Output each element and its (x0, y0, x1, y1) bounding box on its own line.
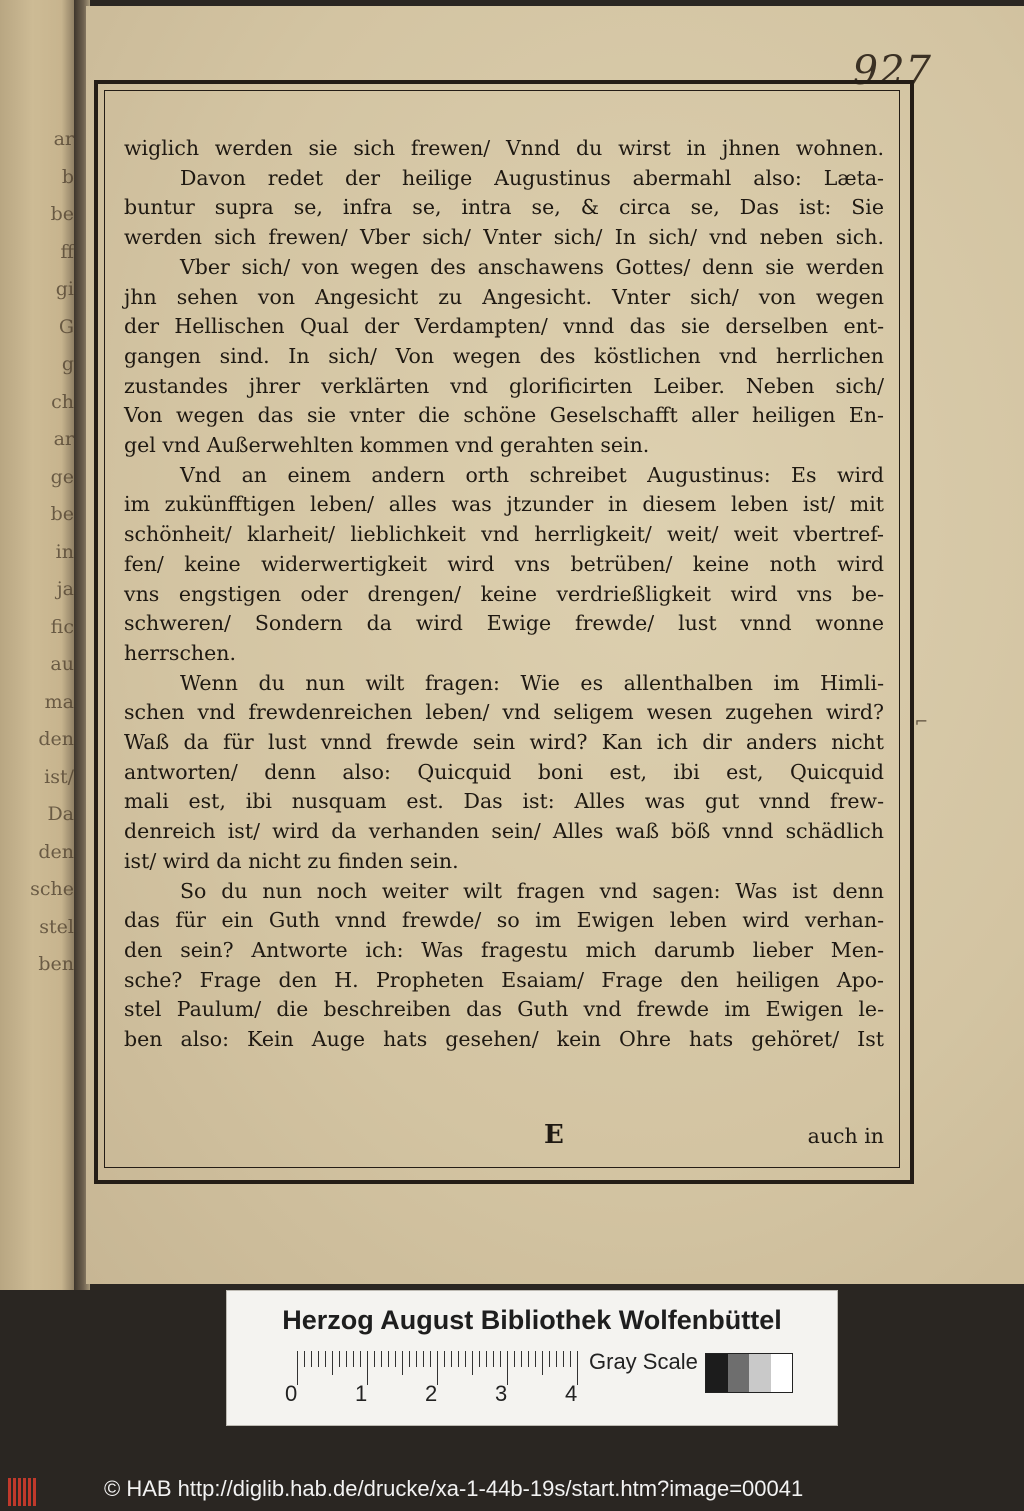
text-line: stel Paulum/ die beschreiben das Guth vnd frewde im Ewigen le- (124, 997, 884, 1022)
ruler-tick (507, 1351, 508, 1385)
left-page-fragment: sche (30, 878, 74, 900)
page-text (124, 134, 884, 1055)
gray-swatch (706, 1354, 728, 1392)
folio-number: 927 (852, 48, 932, 94)
ruler-tick (570, 1351, 571, 1367)
ruler-tick (395, 1351, 396, 1367)
ruler-tick (381, 1351, 382, 1367)
ruler-tick (486, 1351, 487, 1367)
ruler-number: 1 (355, 1381, 368, 1406)
left-page-fragment: be (50, 203, 74, 225)
text-line: Waß da für lust vnnd frewde sein wird? Kan ich dir anders nicht (124, 730, 884, 755)
text-line: gel vnd Außerwehlten kommen vnd gerahten sein. (124, 433, 650, 458)
gray-swatch (771, 1354, 793, 1392)
left-page-fragment: ge (50, 465, 74, 488)
gray-scale-swatches (705, 1353, 793, 1393)
text-line: antworten/ denn also: Quicquid boni est, ibi est, Quicquid (124, 759, 884, 784)
ruler-tick (514, 1351, 515, 1367)
ruler-tick (430, 1351, 431, 1367)
ruler-tick (325, 1351, 326, 1367)
ruler-number: 2 (425, 1381, 438, 1406)
left-page-fragment: gi (55, 278, 74, 300)
text-line: zustandes jhrer verklärten vnd glorificirten Leiber. Neben sich/ (124, 373, 884, 398)
left-page-fragment: ff (60, 240, 74, 263)
text-line: sche? Frage den H. Propheten Esaiam/ Frage den heiligen Apo- (124, 967, 884, 992)
left-page-fragment: b (61, 165, 74, 188)
ruler-tick (472, 1351, 473, 1375)
gray-swatch (749, 1354, 771, 1392)
ruler-tick (465, 1351, 466, 1367)
left-page-fragment: ja (56, 578, 74, 600)
ruler-tick (493, 1351, 494, 1367)
text-line: schönheit/ klarheit/ lieblichkeit vnd herrligkeit/ weit/ weit vbertref- (124, 522, 884, 547)
ruler-tick (528, 1351, 529, 1367)
library-color-card (226, 1290, 838, 1426)
text-line: im zukünfftigen leben/ alles was jtzunder in diesem leben ist/ mit (124, 492, 884, 517)
text-line: schweren/ Sondern da wird Ewige frewde/ lust vnnd wonne (124, 611, 884, 636)
left-page-fragment: den (38, 840, 74, 863)
signature-mark: E (544, 1120, 564, 1150)
ruler-tick (388, 1351, 389, 1367)
ruler-numbers (285, 1381, 585, 1407)
left-page-fragment: fic (50, 615, 74, 638)
text-line: der Hellischen Qual der Verdampten/ vnnd das sie derselben ent- (124, 314, 884, 339)
ruler-tick (479, 1351, 480, 1367)
ruler-tick (346, 1351, 347, 1367)
copyright-url[interactable]: © HAB http://diglib.hab.de/drucke/xa-1-44b-19s/start.htm?image=00041 (104, 1476, 804, 1501)
library-name: Herzog August Bibliothek Wolfenbüttel (282, 1305, 782, 1335)
ruler-tick (304, 1351, 305, 1367)
ruler-tick (416, 1351, 417, 1367)
ruler-tick (458, 1351, 459, 1367)
ruler-tick (437, 1351, 438, 1385)
text-line: den sein? Antworte ich: Was fragestu mich darumb lieber Men- (124, 937, 884, 962)
text-line: werden sich frewen/ Vber sich/ Vnter sich/ In sich/ vnd neben sich. (124, 225, 884, 250)
text-line: Vber sich/ von wegen des anschawens Gottes/ denn sie werden (180, 254, 884, 279)
ruler-tick (311, 1351, 312, 1367)
ruler-tick (402, 1351, 403, 1375)
left-page-fragment: ch (51, 390, 74, 413)
text-line: vns engstigen oder drengen/ keine verdrießligkeit wird vns be- (124, 581, 884, 606)
gray-scale-label: Gray Scale (589, 1349, 698, 1374)
text-line: ist/ wird da nicht zu finden sein. (124, 848, 459, 873)
ruler-tick (353, 1351, 354, 1367)
left-page-fragment: ben (38, 953, 74, 975)
ruler-tick (409, 1351, 410, 1367)
ruler-tick (374, 1351, 375, 1367)
left-page-fragment: ar (53, 128, 74, 150)
ruler-tick (367, 1351, 368, 1385)
left-page-fragment: au (50, 653, 74, 675)
text-line: Wenn du nun wilt fragen: Wie es allenthalben im Himli- (180, 670, 884, 695)
catchword: auch in (807, 1124, 884, 1148)
ruler-tick (556, 1351, 557, 1367)
text-line: buntur supra se, infra se, intra se, & circa se, Das ist: Sie (124, 195, 884, 220)
text-line: ben also: Kein Auge hats gesehen/ kein Ohre hats gehöret/ Ist (124, 1027, 884, 1052)
text-line: das für ein Guth vnnd frewde/ so im Ewigen leben wird verhan- (124, 908, 884, 933)
text-line: wiglich werden sie sich frewen/ Vnnd du wirst in jhnen wohnen. (124, 136, 884, 160)
ruler-tick (521, 1351, 522, 1367)
ruler-tick (423, 1351, 424, 1367)
text-line: Davon redet der heilige Augustinus abermahl also: Læta- (180, 165, 884, 190)
left-facing-page (0, 0, 82, 1290)
footer-bar (0, 1472, 1024, 1511)
ruler-tick (542, 1351, 543, 1375)
text-line: jhn sehen von Angesicht zu Angesicht. Vnter sich/ von wegen (124, 284, 884, 309)
text-line: denreich ist/ wird da verhanden sein/ Alles waß böß vnnd schädlich (124, 819, 884, 844)
text-line: Von wegen das sie vnter die schöne Geselschafft aller heiligen En- (124, 403, 884, 428)
ruler-tick (444, 1351, 445, 1367)
ruler-tick (535, 1351, 536, 1367)
text-line: schen vnd frewdenreichen leben/ vnd seligem wesen zugehen wird? (124, 700, 884, 725)
left-page-fragment: G (58, 315, 74, 338)
left-page-fragment: stel (39, 915, 74, 938)
ruler-tick (549, 1351, 550, 1367)
ruler-number: 4 (565, 1381, 578, 1406)
ruler-tick (500, 1351, 501, 1367)
scale-ruler (297, 1351, 579, 1385)
left-page-fragment: ist/ (44, 765, 74, 788)
ruler-number: 0 (285, 1381, 298, 1406)
margin-mark: ⌐ (914, 712, 928, 731)
left-page-fragment: den (38, 728, 74, 750)
ruler-tick (297, 1351, 298, 1385)
text-line: fen/ keine widerwertigkeit wird vns betrüben/ keine noth wird (124, 551, 884, 576)
text-line: gangen sind. In sich/ Von wegen des köstlichen vnd herrlichen (124, 343, 884, 368)
left-page-fragment: g (61, 353, 74, 375)
left-page-fragment: be (50, 503, 74, 525)
left-page-fragment: ma (44, 690, 74, 713)
gray-swatch (728, 1354, 750, 1392)
book-page (86, 6, 1024, 1284)
ruler-tick (332, 1351, 333, 1375)
catchline (124, 1120, 884, 1154)
barcode-icon (8, 1478, 38, 1506)
ruler-tick (577, 1351, 578, 1385)
text-line: So du nun noch weiter wilt fragen vnd sagen: Was ist denn (180, 878, 884, 903)
left-page-fragment: in (55, 540, 74, 563)
ruler-tick (339, 1351, 340, 1367)
ruler-tick (360, 1351, 361, 1367)
text-line: Vnd an einem andern orth schreibet Augustinus: Es wird (180, 462, 884, 487)
text-line: mali est, ibi nusquam est. Das ist: Alles was gut vnnd frew- (124, 789, 884, 814)
left-page-fragment: Da (47, 803, 74, 825)
ruler-tick (563, 1351, 564, 1367)
ruler-tick (451, 1351, 452, 1367)
text-line: herrschen. (124, 640, 236, 665)
left-page-fragment: ar (53, 428, 74, 450)
ruler-tick (318, 1351, 319, 1367)
ruler-number: 3 (495, 1381, 508, 1406)
